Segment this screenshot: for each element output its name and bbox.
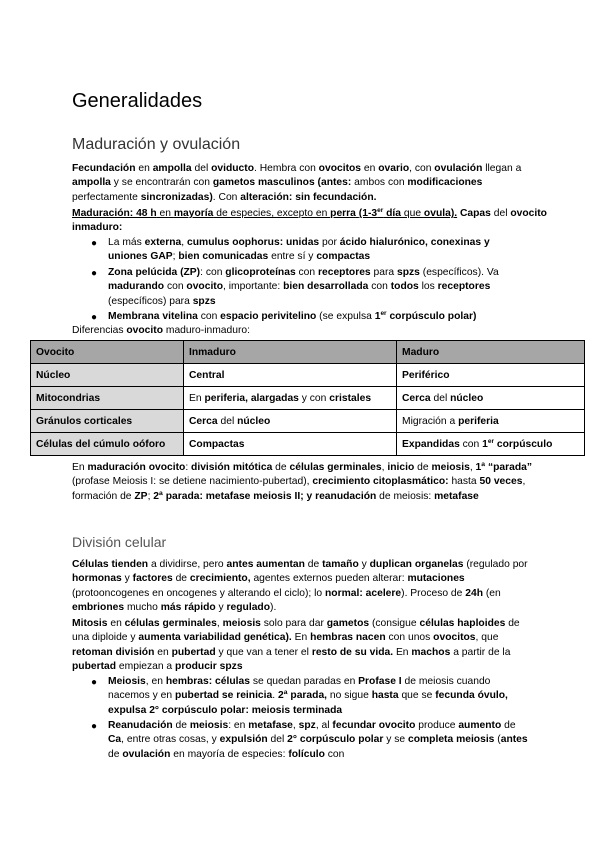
header-ovocito: Ovocito <box>31 341 184 364</box>
paragraph-diferencias: Diferencias ovocito maduro-inmaduro: <box>72 325 250 336</box>
cell-inmaduro: Central <box>184 364 397 387</box>
page-title: Generalidades <box>72 90 203 112</box>
bullet-zona-pelucida: Zona pelúcida (ZP): con glicoproteínas con receptores para spzs (específicos). Va madurando con ovocito, importante: bien desarrollada con todos los receptores (específicos) para spzs <box>108 267 499 307</box>
bullet-dot: ● <box>91 677 98 688</box>
cell-maduro: Expandidas con 1er corpúsculo <box>397 433 585 456</box>
section-heading-division: División celular <box>72 534 167 550</box>
table-row <box>31 433 585 456</box>
cell-inmaduro: En periferia, alargadas y con cristales <box>184 387 397 410</box>
row-label: Células del cúmulo oóforo <box>31 433 184 456</box>
header-inmaduro: Inmaduro <box>184 341 397 364</box>
cell-inmaduro: Compactas <box>184 433 397 456</box>
paragraph-fecundacion: Fecundación en ampolla del oviducto. Hembra con ovocitos en ovario, con ovulación llegan a ampolla y se encontrarán con gametos masculinos (antes: ambos con modificaciones perfectamente sincronizadas). Con alteración: sin fecundación. <box>72 163 522 203</box>
paragraph-maduracion: Maduración: 48 h en mayoría de especies, excepto en perra (1-3er día que ovula). Capas del ovocito inmaduro: <box>72 207 547 234</box>
table-row <box>31 387 585 410</box>
header-maduro: Maduro <box>397 341 585 364</box>
row-label: Gránulos corticales <box>31 410 184 433</box>
row-label: Núcleo <box>31 364 184 387</box>
bullet-dot: ● <box>91 268 98 279</box>
cell-maduro: Migración a periferia <box>397 410 585 433</box>
bullet-reanudacion: Reanudación de meiosis: en metafase, spz, al fecundar ovocito produce aumento de Ca, entre otras cosas, y expulsión del 2° corpúsculo polar y se completa meiosis (antes de ovulación en mayoría de especies: folículo con <box>108 720 528 760</box>
table-row <box>31 364 585 387</box>
comparison-table <box>30 340 585 456</box>
bullet-membrana-vitelina: Membrana vitelina con espacio perivitelino (se expulsa 1er corpúsculo polar) <box>108 310 477 322</box>
bullet-cumulus: La más externa, cumulus oophorus: unidas por ácido hialurónico, conexinas y uniones GAP; bien comunicadas entre sí y compactas <box>108 237 490 263</box>
cell-maduro: Cerca del núcleo <box>397 387 585 410</box>
paragraph-maduracion-ovocito: En maduración ovocito: división mitótica de células germinales, inicio de meiosis, 1ª “parada” (profase Meiosis I: se detiene nacimiento-pubertad), crecimiento citoplasmático: hasta 50 veces, formación de ZP; 2ª parada: metafase meiosis II; y reanudación de meiosis: metafase <box>72 462 533 502</box>
table-row <box>31 410 585 433</box>
paragraph-celulas: Células tienden a dividirse, pero antes aumentan de tamaño y duplican organelas (regulado por hormonas y factores de crecimiento, agentes externos pueden alterar: mutaciones (protooncogenes en oncogenes y alterando el ciclo); lo normal: acelere). Proceso de 24h (en embriones mucho más rápido y regulado). <box>72 559 528 614</box>
cell-maduro: Periférico <box>397 364 585 387</box>
bullet-dot: ● <box>91 312 98 323</box>
row-label: Mitocondrias <box>31 387 184 410</box>
bullet-meiosis: Meiosis, en hembras: células se quedan paradas en Profase I de meiosis cuando nacemos y en pubertad se reinicia. 2ª parada, no sigue hasta que se fecunda óvulo, expulsa 2° corpúsculo polar: meiosis terminada <box>108 676 508 716</box>
paragraph-mitosis: Mitosis en células germinales, meiosis solo para dar gametos (consigue células haploides de una diploide y aumenta variabilidad genética). En hembras nacen con unos ovocitos, que retoman división en pubertad y que van a tener el resto de su vida. En machos a partir de la pubertad empiezan a producir spzs <box>72 618 520 673</box>
bullet-dot: ● <box>91 721 98 732</box>
bullet-dot: ● <box>91 238 98 249</box>
section-heading-maduracion: Maduración y ovulación <box>72 136 241 153</box>
cell-inmaduro: Cerca del núcleo <box>184 410 397 433</box>
table-header-row <box>31 341 585 364</box>
